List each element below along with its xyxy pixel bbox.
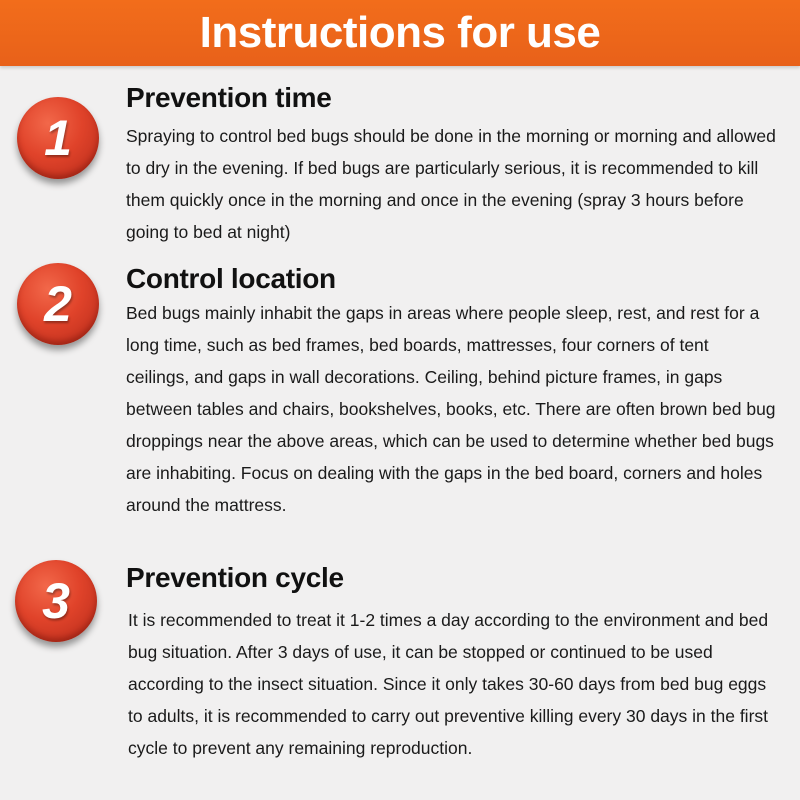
number-badge-3: [15, 560, 97, 642]
page-title: Instructions for use: [199, 8, 601, 57]
number-badge-1: [17, 97, 99, 179]
section-body: It is recommended to treat it 1-2 times a day according to the environment and bed bug situation. After 3 days of use, it can be stopped or continued to be used according to the insect situation. Since it only takes 30-60 days from bed bug eggs to adults, it is recommended to carry out preventive killing every 30 days in the first cycle to prevent any remaining reproduction.: [128, 610, 769, 758]
number-badge-2: [17, 263, 99, 345]
section-heading: Prevention time: [126, 82, 332, 113]
section-heading: Prevention cycle: [126, 562, 344, 593]
section-body: Bed bugs mainly inhabit the gaps in areas where people sleep, rest, and rest for a long time, such as bed frames, bed boards, mattresses, four corners of tent ceilings, and gaps in wall decorations. Ceiling, behind picture frames, in gaps between tables and chairs, bookshelves, books, etc. There are often brown bed bug droppings near the above areas, which can be used to determine whether bed bugs are inhabiting. Focus on dealing with the gaps in the bed board, corners and holes around the mattress.: [126, 303, 776, 515]
title-banner: [0, 0, 800, 66]
badge-number: 1: [44, 110, 72, 166]
badge-number: 2: [44, 276, 72, 332]
section-heading: Control location: [126, 263, 336, 294]
badge-number: 3: [42, 573, 70, 629]
section-body: Spraying to control bed bugs should be done in the morning or morning and allowed to dry in the evening. If bed bugs are particularly serious, it is recommended to kill them quickly once in the morning and once in the evening (spray 3 hours before going to bed at night): [126, 126, 776, 242]
